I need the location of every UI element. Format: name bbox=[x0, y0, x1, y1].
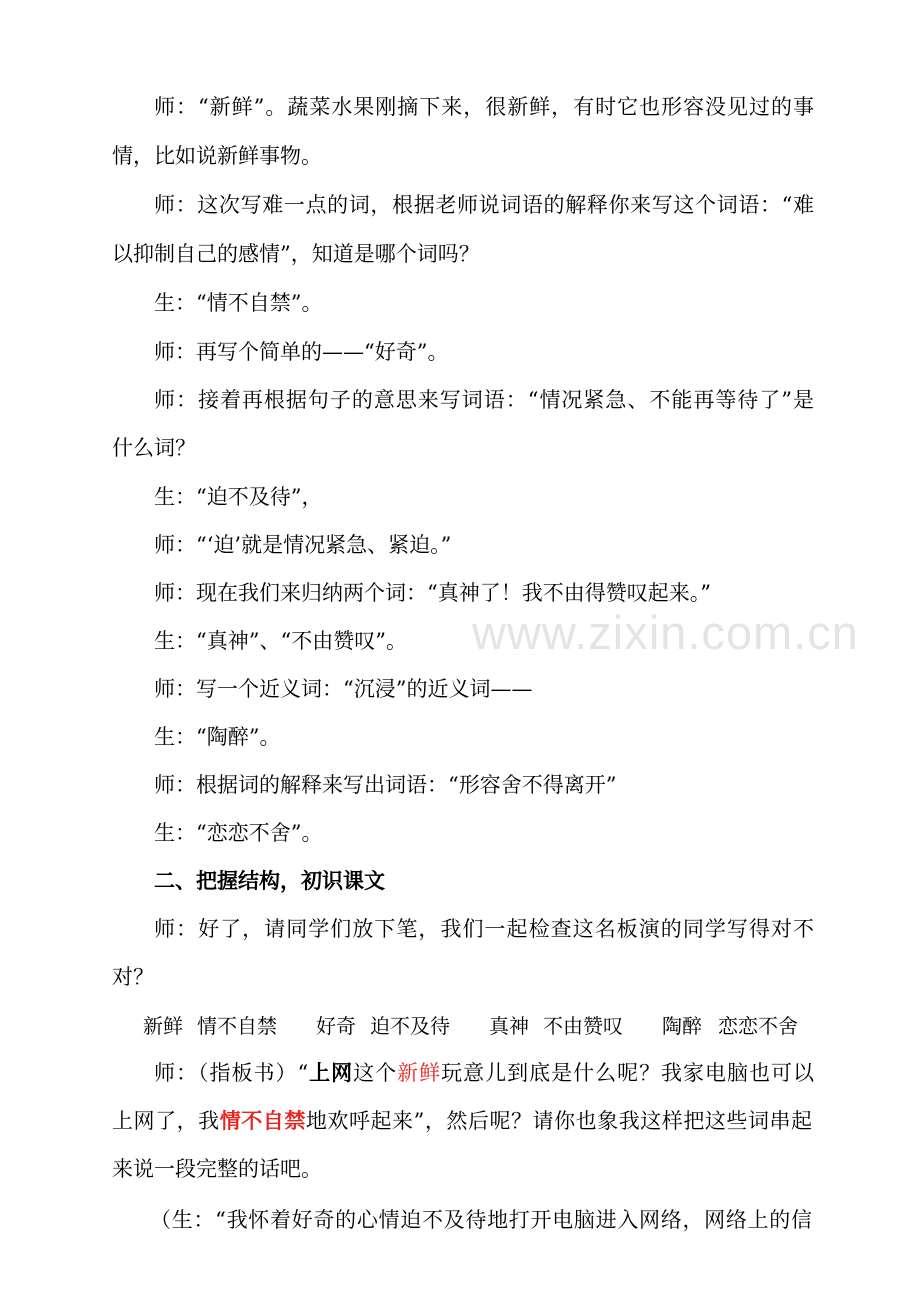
paragraph-line: 师：“新鲜”。蔬菜水果刚摘下来，很新鲜，有时它也形容没见过的事 bbox=[154, 95, 814, 119]
paragraph-line: 生：“迫不及待”， bbox=[154, 485, 323, 509]
paragraph-line: 师：这次写难一点的词，根据老师说词语的解释你来写这个词语：“难 bbox=[154, 193, 814, 217]
paragraph-line: （生：“我怀着好奇的心情迫不及待地打开电脑进入网络，网络上的信 bbox=[150, 1208, 812, 1232]
paragraph-line: 什么词？ bbox=[112, 436, 196, 460]
paragraph-line: 师：写一个近义词：“沉浸”的近义词—— bbox=[154, 677, 533, 701]
paragraph-line bbox=[154, 1058, 814, 1088]
text-run: 地欢呼起来”，然后呢？请你也象我这样把这些词串起 bbox=[305, 1109, 813, 1133]
blackboard-words bbox=[143, 1010, 808, 1042]
text-run: 玩意儿到底是什么呢？我家电脑也可以 bbox=[441, 1061, 815, 1085]
paragraph-line: 师：现在我们来归纳两个词：“真神了！我不由得赞叹起来。” bbox=[154, 581, 711, 605]
board-word: 恋恋不舍 bbox=[718, 1014, 798, 1038]
paragraph-line: 生：“陶醉”。 bbox=[154, 725, 281, 749]
board-word: 新鲜 bbox=[143, 1014, 183, 1038]
paragraph-line: 生：“恋恋不舍”。 bbox=[154, 821, 323, 845]
paragraph-line: 以抑制自己的感情”，知道是哪个词吗？ bbox=[112, 242, 480, 266]
board-word: 陶醉 bbox=[662, 1014, 702, 1038]
text-run: 这个 bbox=[353, 1061, 398, 1085]
board-word: 真神 bbox=[489, 1014, 529, 1038]
paragraph-line: 来说一段完整的话吧。 bbox=[112, 1157, 322, 1181]
text-run: 上网了，我 bbox=[112, 1109, 220, 1133]
paragraph-line: 情，比如说新鲜事物。 bbox=[112, 144, 322, 168]
board-word: 好奇 bbox=[316, 1014, 356, 1038]
paragraph-line: 师：根据词的解释来写出词语：“形容舍不得离开” bbox=[154, 773, 617, 797]
keyword-qingbuzijin: 情不自禁 bbox=[219, 1109, 306, 1133]
keyword-xinxian: 新鲜 bbox=[397, 1061, 442, 1085]
paragraph-line: 对？ bbox=[112, 965, 154, 989]
paragraph-line: 生：“真神”、“不由赞叹”。 bbox=[154, 629, 407, 653]
board-word: 迫不及待 bbox=[370, 1014, 450, 1038]
text-run: 师：（指板书）“ bbox=[154, 1061, 309, 1085]
paragraph-line: 生：“情不自禁”。 bbox=[154, 291, 323, 315]
paragraph-line: 师：好了，请同学们放下笔，我们一起检查这名板演的同学写得对不 bbox=[154, 917, 814, 941]
watermark: www.zixin.com.cn bbox=[472, 606, 859, 659]
paragraph-line bbox=[112, 1106, 812, 1136]
paragraph-line: 师：再写个简单的——“好奇”。 bbox=[154, 340, 449, 364]
board-word: 不由赞叹 bbox=[543, 1014, 623, 1038]
board-word: 情不自禁 bbox=[197, 1014, 277, 1038]
paragraph-line: 师：接着再根据句子的意思来写词语：“情况紧急、不能再等待了”是 bbox=[154, 388, 814, 412]
keyword-shangwang: 上网 bbox=[308, 1061, 354, 1085]
paragraph-line: 师：“‘迫’就是情况紧急、紧迫。” bbox=[154, 533, 452, 557]
section-heading: 二、把握结构，初识课文 bbox=[154, 869, 385, 893]
